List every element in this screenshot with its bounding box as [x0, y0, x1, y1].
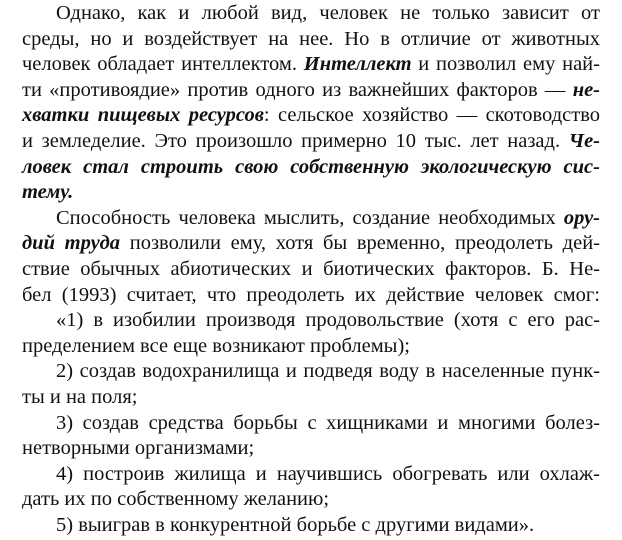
list-item-1-line-2	[22, 334, 600, 359]
text-run: ты и на поля;	[22, 386, 138, 408]
emphasis-term: Интеллект	[303, 53, 412, 76]
list-item-2-line-1	[56, 359, 600, 384]
paragraph-2-line-2	[22, 231, 600, 256]
paragraph-1-line-1	[56, 1, 600, 26]
paragraph-1-line-5	[22, 103, 600, 128]
text-run: нетворными организмами;	[22, 437, 255, 460]
text-run: «1) в изобилии производя продовольствие (хотя с его рас-	[56, 309, 600, 332]
text-run: дать их по собственному желанию;	[22, 488, 330, 511]
text-run: 4) построив жилища и научившись обогревать или охлаж-	[56, 462, 600, 485]
text-run: среды, но и воздействует на нее. Но в отличие от животных	[22, 27, 600, 50]
text-run: позволили ему, хотя бы временно, преодолеть дей-	[120, 232, 600, 255]
text-run: 3) создав средства борьбы с хищниками и многими болез-	[56, 411, 600, 434]
text-run: ти «противоядие» против одного из важнейших факторов —	[22, 78, 573, 101]
list-item-3-line-2	[22, 436, 600, 461]
list-item-2-line-2	[22, 385, 600, 410]
text-run: пределением все еще возникают проблемы);	[22, 334, 410, 357]
text-run: и позволил ему най-	[411, 53, 600, 76]
text-run: 2) создав водохранилища и подведя воду в населенные пунк-	[56, 360, 600, 383]
text-run: человек обладает интеллектом.	[22, 53, 304, 76]
text-run: ствие обычных абиотических и биотических факторов. Б. Не-	[22, 258, 600, 280]
text-run: : сельское хозяйство — скотоводство	[263, 104, 600, 127]
list-item-4-line-2	[22, 487, 600, 512]
text-run: и земледелие. Это произошло примерно 10 тыс. лет назад.	[22, 130, 569, 152]
list-item-1-line-1	[56, 308, 600, 333]
paragraph-1-line-3	[22, 52, 600, 77]
emphasis-term: ловек стал строить свою собственную экологическую сис-	[22, 155, 600, 178]
list-item-4-line-1	[56, 462, 600, 487]
list-item-3-line-1	[56, 411, 600, 436]
emphasis-term: Че-	[568, 130, 600, 152]
paragraph-1-line-8	[22, 180, 600, 205]
text-run: 5) выиграв в конкурентной борьбе с другими видами».	[56, 514, 535, 536]
paragraph-1-line-6	[22, 129, 600, 154]
paragraph-2-line-4	[22, 283, 600, 308]
emphasis-term: не-	[572, 78, 600, 101]
paragraph-2-line-1	[56, 206, 600, 231]
list-item-5-line-1	[56, 513, 600, 538]
paragraph-1-line-2	[22, 27, 600, 52]
text-run: Способность человека мыслить, создание необходимых	[56, 206, 564, 229]
emphasis-term: тему.	[22, 181, 74, 204]
paragraph-1-line-4	[22, 78, 600, 103]
paragraph-2-line-3	[22, 257, 600, 282]
text-run: бел (1993) считает, что преодолеть их действие человек смог:	[22, 283, 600, 306]
emphasis-term: хватки пищевых ресурсов	[22, 104, 264, 127]
emphasis-term: ору-	[563, 206, 600, 229]
text-run: Однако, как и любой вид, человек не только зависит от	[56, 2, 600, 24]
emphasis-term: дий труда	[22, 232, 121, 255]
paragraph-1-line-7	[22, 155, 600, 180]
